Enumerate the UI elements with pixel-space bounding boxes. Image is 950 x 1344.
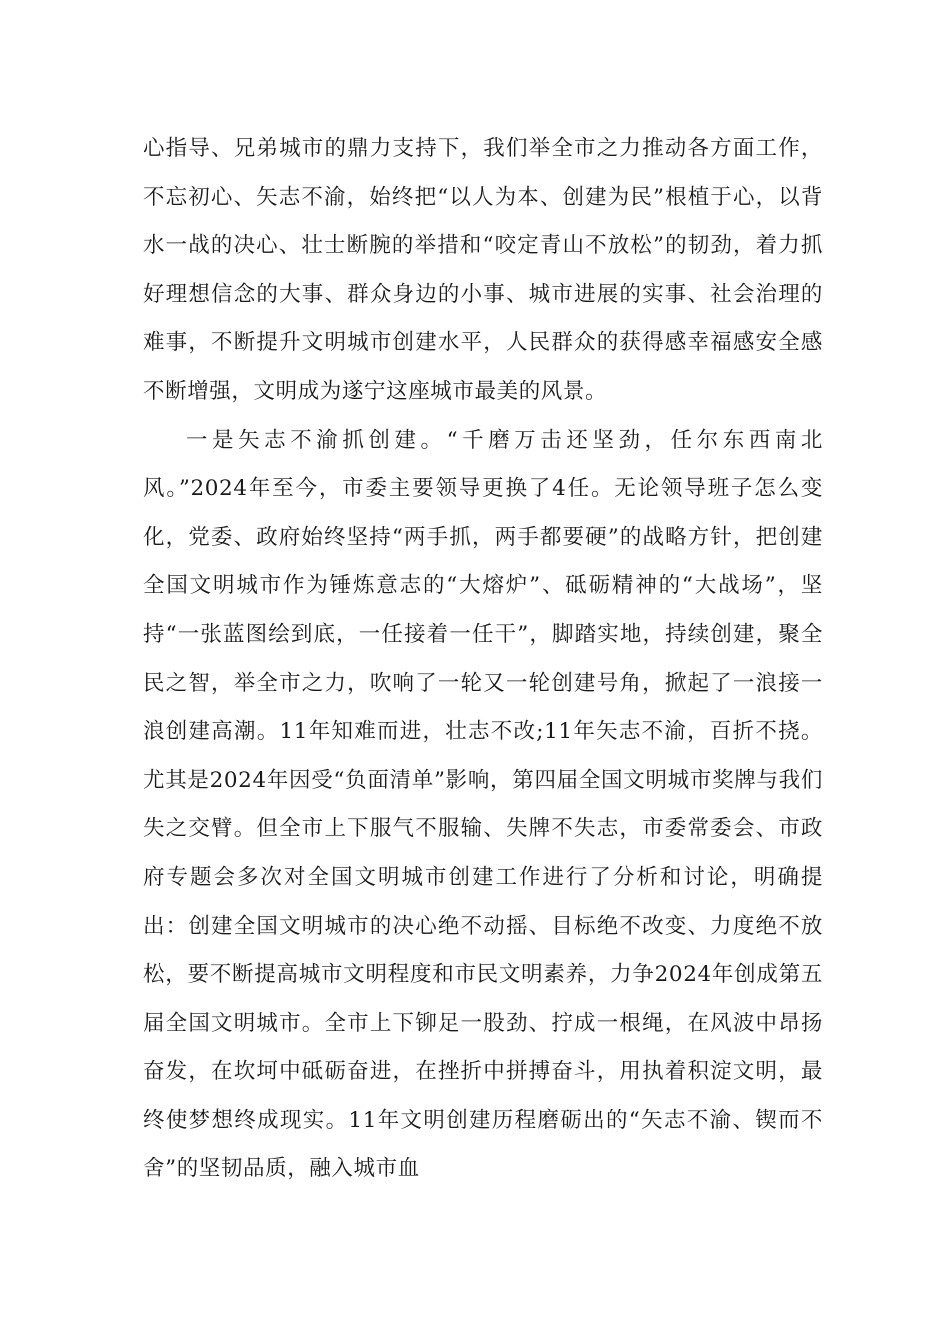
paragraph-first-point: 一是矢志不渝抓创建。“千磨万击还坚劲，任尔东西南北风。”2024年至今，市委主要领导更换了4任。无论领导班子怎么变化，党委、政府始终坚持“两手抓，两手都要硬”的战略方针，把创建全国文明城市作为锤炼意志的“大熔炉”、砥砺精神的“大战场”，坚持“一张蓝图绘到底，一任接着一任干”，脚踏实地，持续创建，聚全民之智，举全市之力，吹响了一轮又一轮创建号角，掀起了一浪接一浪创建高潮。11年知难而进，壮志不改;11年矢志不渝，百折不挠。尤其是2024年因受“负面清单”影响，第四届全国文明城市奖牌与我们失之交臂。但全市上下服气不服输、失牌不失志，市委常委会、市政府专题会多次对全国文明城市创建工作进行了分析和讨论，明确提出：创建全国文明城市的决心绝不动摇、目标绝不改变、力度绝不放松，要不断提高城市文明程度和市民文明素养，力争2024年创成第五届全国文明城市。全市上下铆足一股劲、拧成一根绳，在风波中昂扬奋发，在坎坷中砥砺奋进，在挫折中拼搏奋斗，用执着积淀文明，最终使梦想终成现实。11年文明创建历程磨砺出的“矢志不渝、锲而不舍”的坚韧品质，融入城市血 — [143, 427, 823, 1182]
paragraph-continued: 心指导、兄弟城市的鼎力支持下，我们举全市之力推动各方面工作，不忘初心、矢志不渝，始终把“以人为本、创建为民”根植于心，以背水一战的决心、壮士断腕的举措和“咬定青山不放松”的韧劲，着力抓好理想信念的大事、群众身边的小事、城市进展的实事、社会治理的难事，不断提升文明城市创建水平，人民群众的获得感幸福感安全感不断增强，文明成为遂宁这座城市最美的风景。 — [143, 136, 823, 404]
document-body — [143, 125, 823, 1194]
